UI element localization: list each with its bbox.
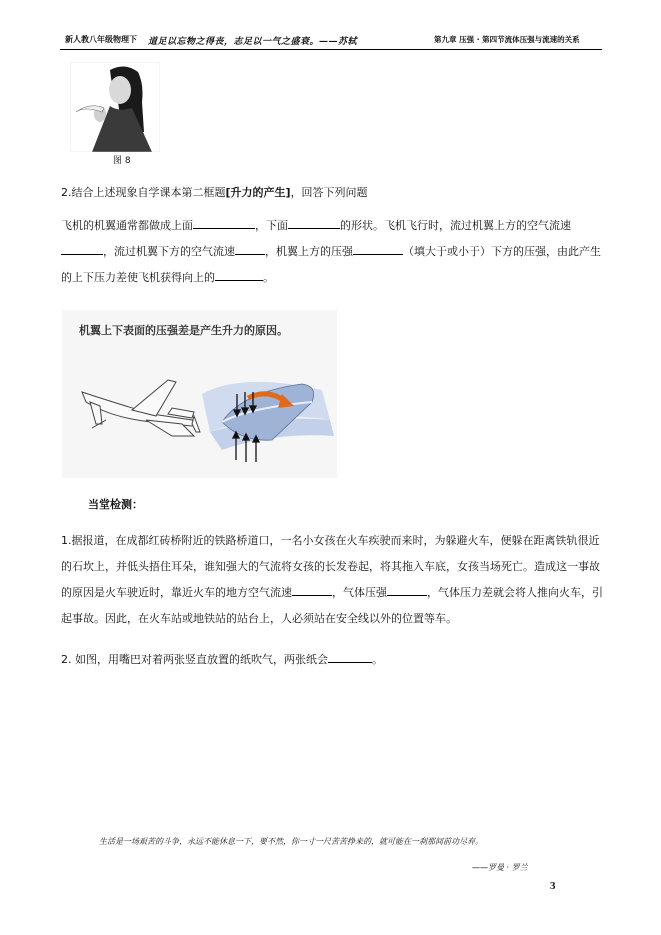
wing-figure-title: 机翼上下表面的压强差是产生升力的原因。 (79, 324, 288, 337)
answer-blank[interactable] (387, 583, 427, 596)
figure8-caption: 图 8 (113, 156, 131, 166)
header-chapter: 第九章 压强 · 第四节流体压强与流速的关系 (434, 35, 580, 44)
header-divider (60, 49, 602, 50)
answer-blank[interactable] (193, 216, 255, 229)
answer-blank[interactable] (235, 242, 265, 255)
footer-author: ——罗曼 · 罗兰 (472, 863, 528, 872)
answer-blank[interactable] (215, 268, 263, 281)
exercise2-text: 2. 如图，用嘴巴对着两张竖直放置的纸吹气，两张纸会 。 (61, 650, 383, 667)
answer-blank[interactable] (328, 650, 372, 663)
answer-blank[interactable] (288, 216, 340, 229)
header-book-title: 新人教八年级物理下 (65, 35, 137, 44)
answer-blank[interactable] (353, 242, 403, 255)
exercise1-text: 1.据报道，在成都红砖桥附近的铁路桥道口，一名小女孩在火车疾驶而来时，为躲避火车，便躲在距离铁轨很近的石坎上，并低头捂住耳朵，谁知强大的气流将女孩的长发卷起，将其拖入车底，女孩当场死亡。造成这一事故的原因是火车驶近时，靠近火车的地方空气流速 ，气体压强 ，气体压力差就会将人推向火车，引起事故。因此，在火车站或地铁站的站台上，人必须站在安全线以外的位置等车。 (61, 534, 603, 625)
section-title: 当堂检测： (88, 498, 143, 511)
figure8-girl-blowing-paper (70, 62, 160, 152)
header-motto: 道足以忘物之得丧，志足以一气之盛衰。——苏轼 (148, 37, 358, 47)
question2-topic: 升力的产生 (230, 186, 286, 199)
question2-prompt: 2.结合上述现象自学课本第二框题[升力的产生]，回答下列问题 (61, 186, 368, 199)
answer-blank[interactable] (292, 583, 332, 596)
wing-figure-illustration (72, 362, 337, 478)
paragraph-lift: 飞机的机翼通常都做成上面 ，下面 的形状。飞机飞行时，流过机翼上方的空气流速，流过机翼下方的空气流速 ，机翼上方的压强 （填大于或小于）下方的压强，由此产生的上下压力差使飞机获得向上的 。 (61, 213, 606, 291)
footer-quote: 生活是一场艰苦的斗争，永远不能休息一下，要不然，你一寸一尺苦苦挣来的，就可能在一刹那间前功尽弃。 (99, 837, 483, 846)
airplane-icon (82, 380, 200, 436)
answer-blank[interactable] (61, 242, 103, 255)
page-number: 3 (550, 880, 556, 892)
